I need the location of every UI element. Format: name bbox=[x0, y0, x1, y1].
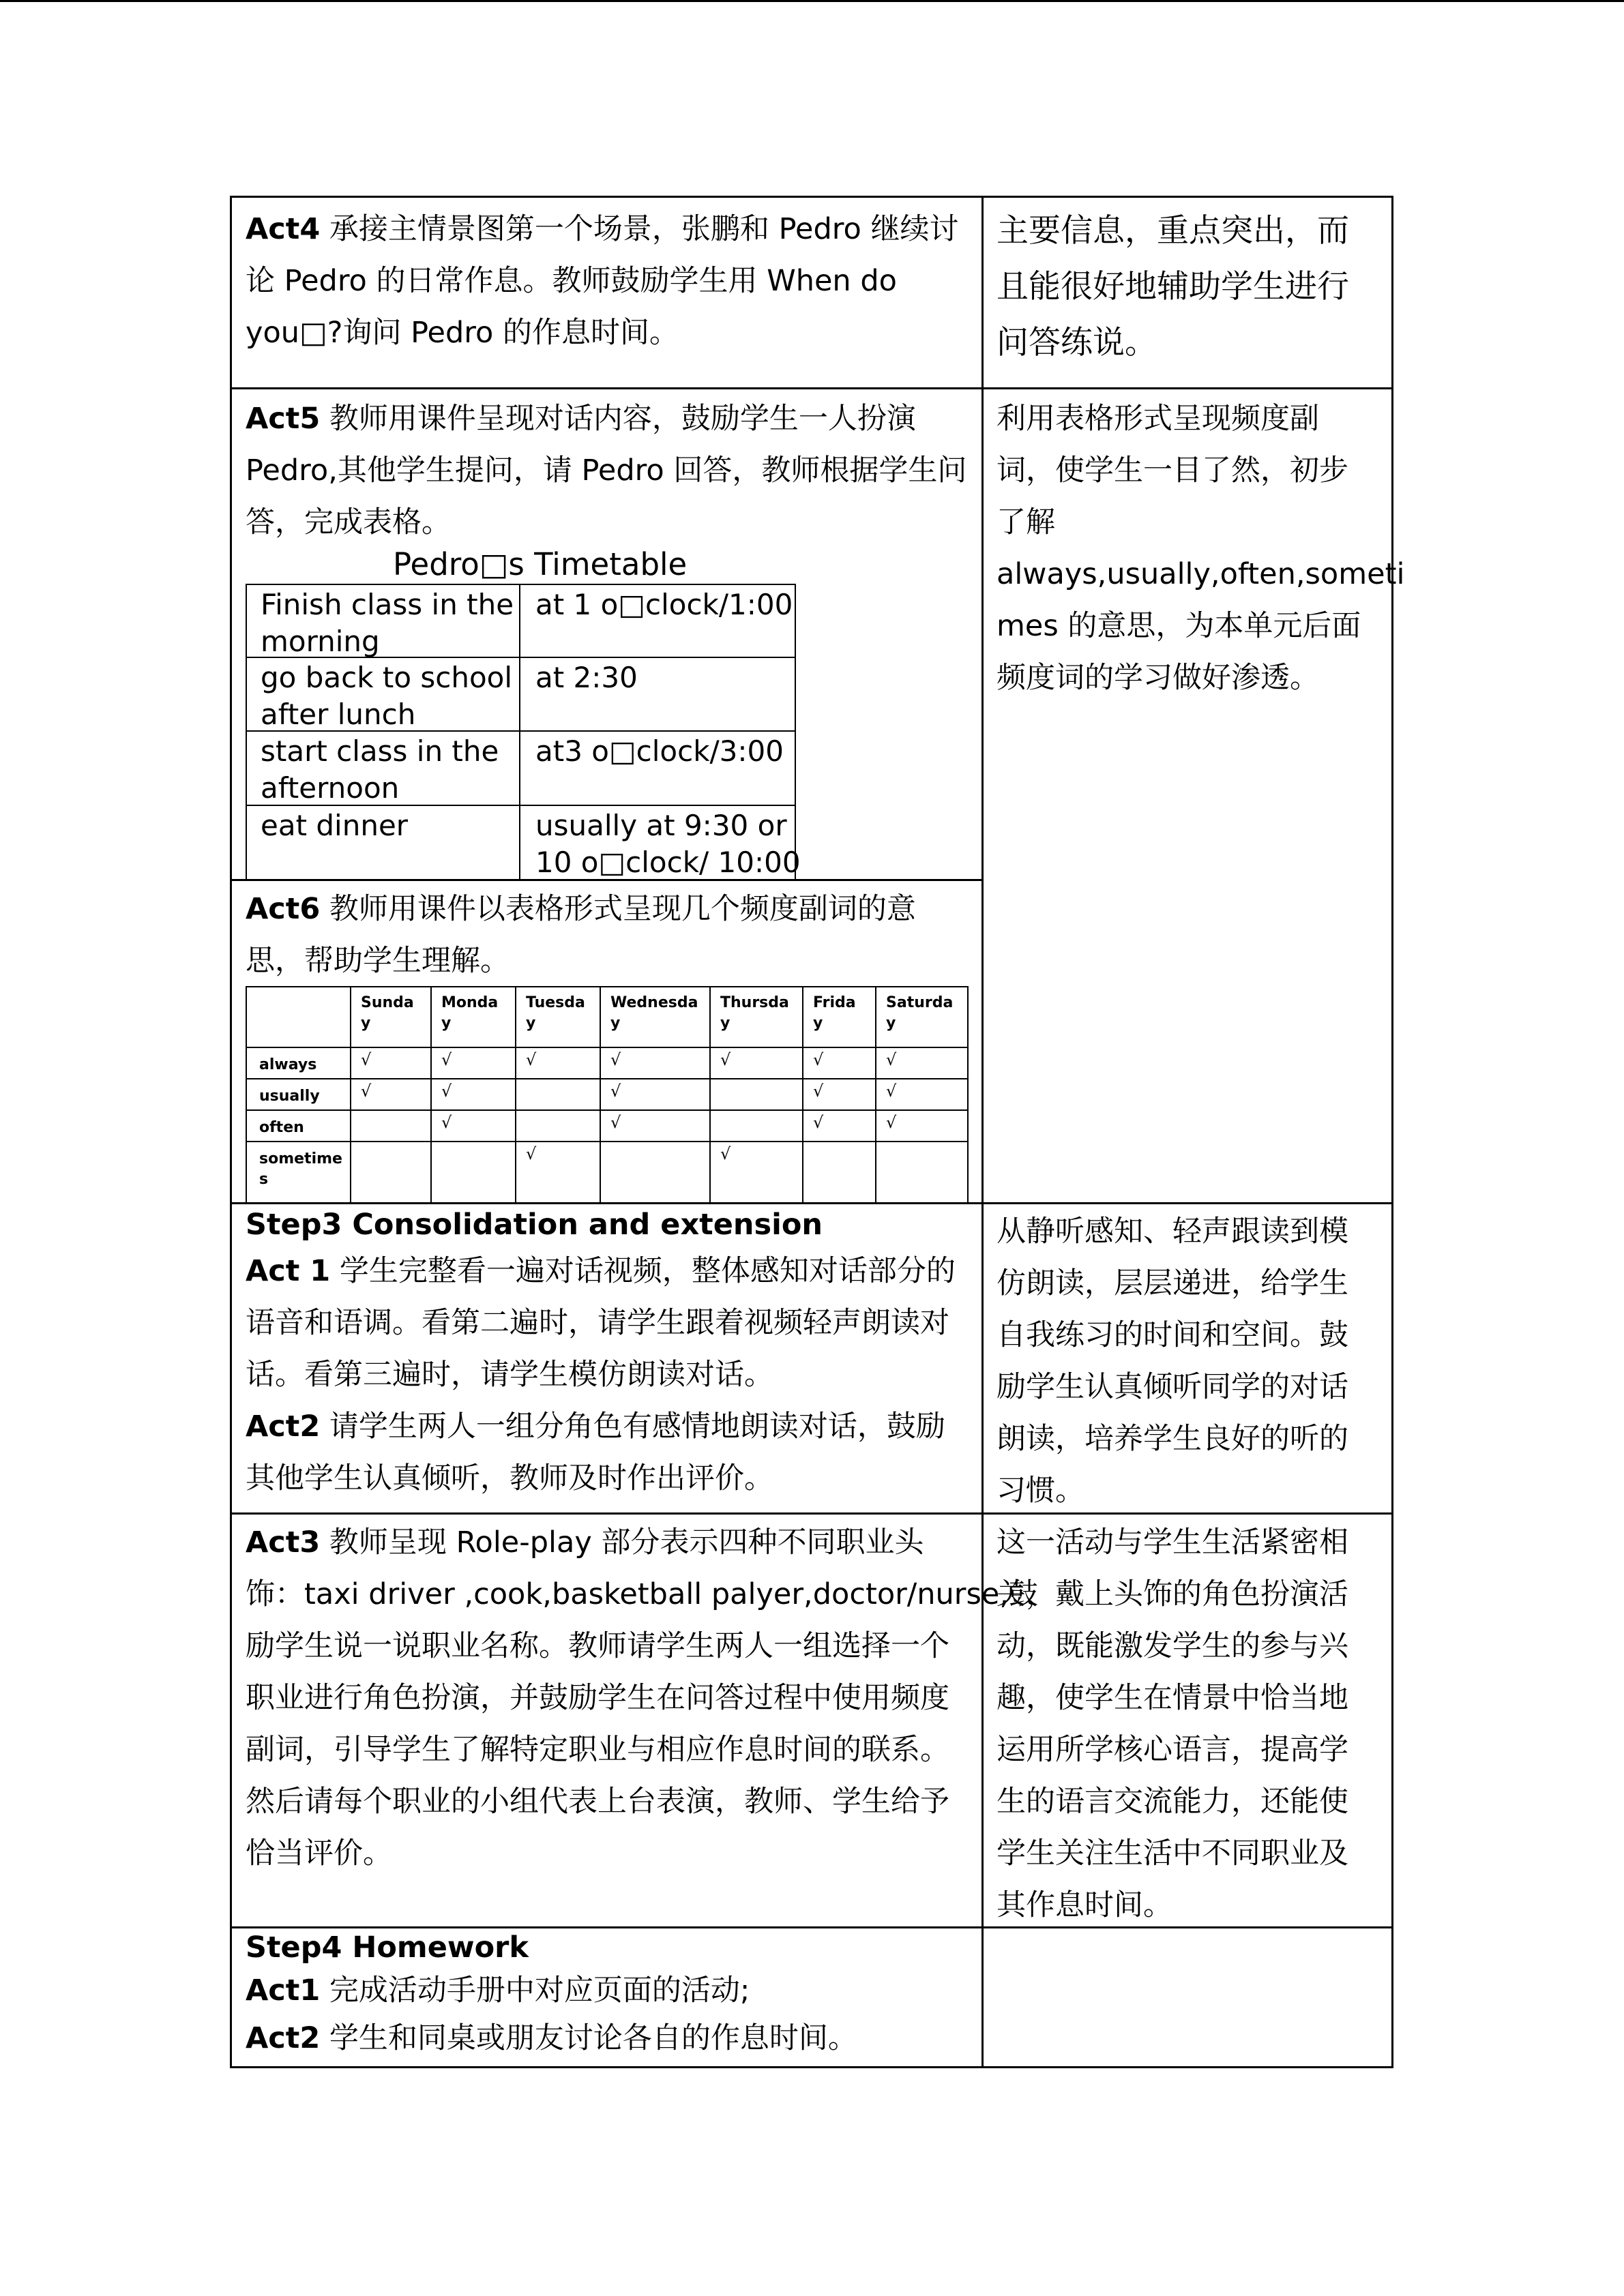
step4-act2-label: Act2 bbox=[246, 2021, 321, 2055]
act5-note bbox=[996, 393, 1404, 704]
act3-note-cell bbox=[996, 1517, 1348, 1931]
frequency-row-label: always bbox=[259, 1056, 317, 1073]
frequency-table-border bbox=[350, 986, 351, 1202]
note-line: 动，既能激发学生的参与兴 bbox=[996, 1629, 1348, 1663]
frequency-table-border bbox=[967, 986, 969, 1202]
step4-cell bbox=[246, 1928, 857, 2062]
frequency-table-border bbox=[430, 986, 432, 1202]
act3-line: 然后请每个职业的小组代表上台表演，教师、学生给予 bbox=[246, 1785, 949, 1819]
frequency-table-border bbox=[246, 1109, 969, 1111]
frequency-table-border bbox=[246, 986, 969, 987]
act6-text bbox=[246, 883, 916, 987]
act3-line: 恰当评价。 bbox=[246, 1836, 392, 1870]
act5-note-cell bbox=[996, 393, 1404, 704]
note-line: 了解 bbox=[996, 505, 1055, 539]
step3-act2-label: Act2 bbox=[246, 1410, 321, 1444]
step3-note bbox=[996, 1206, 1348, 1517]
note-line: 且能很好地辅助学生进行 bbox=[996, 268, 1349, 305]
check-mark: √ bbox=[610, 1050, 621, 1069]
timetable-activity: start class in the afternoon bbox=[261, 734, 499, 805]
note-line: 从静听感知、轻声跟读到模 bbox=[996, 1214, 1348, 1249]
timetable-border bbox=[246, 584, 796, 585]
table-left-border bbox=[230, 196, 232, 2068]
note-line: 励学生认真倾听同学的对话 bbox=[996, 1370, 1348, 1404]
note-line: mes 的意思，为本单元后面 bbox=[996, 609, 1361, 643]
act5-text bbox=[246, 393, 966, 548]
step4-act1-label: Act1 bbox=[246, 1973, 321, 2008]
act5-label: Act5 bbox=[246, 402, 321, 436]
note-line: 关，戴上头饰的角色扮演活 bbox=[996, 1577, 1348, 1611]
step3-line: 话。看第三遍时，请学生模仿朗读对话。 bbox=[246, 1358, 773, 1392]
timetable-activity: eat dinner bbox=[261, 809, 409, 842]
note-line: 运用所学核心语言，提高学 bbox=[996, 1733, 1348, 1767]
act4-line: 论 Pedro 的日常作息。教师鼓励学生用 When do bbox=[246, 264, 897, 298]
note-line: 朗读，培养学生良好的听的 bbox=[996, 1422, 1348, 1456]
note-line: 学生关注生活中不同职业及 bbox=[996, 1836, 1348, 1870]
check-mark: √ bbox=[720, 1144, 731, 1163]
note-line: 仿朗读，层层递进，给学生 bbox=[996, 1266, 1348, 1300]
frequency-table-border bbox=[246, 1078, 969, 1079]
act4-label: Act4 bbox=[246, 212, 321, 246]
step3-note-cell bbox=[996, 1206, 1348, 1517]
act5-line: 教师用课件呈现对话内容，鼓励学生一人扮演 bbox=[320, 402, 916, 436]
frequency-table-border bbox=[246, 1047, 969, 1048]
note-line: 这一活动与学生生活紧密相 bbox=[996, 1525, 1348, 1560]
frequency-table-border bbox=[246, 986, 247, 1202]
step3-line: 学生完整看一遍对话视频，整体感知对话部分的 bbox=[330, 1254, 956, 1288]
frequency-table-border bbox=[246, 1202, 969, 1204]
frequency-row-label: often bbox=[259, 1119, 304, 1136]
step3-cell bbox=[246, 1204, 956, 1504]
check-mark: √ bbox=[361, 1050, 372, 1069]
step4-act1-text: 完成活动手册中对应页面的活动; bbox=[320, 1973, 750, 2008]
act3-line: 饰：taxi driver ,cook,basketball palyer,doctor/nurse,鼓 bbox=[246, 1577, 1039, 1611]
act5-cell bbox=[246, 393, 966, 548]
frequency-table-border bbox=[515, 986, 516, 1202]
step4-act2-text: 学生和同桌或朋友讨论各自的作息时间。 bbox=[320, 2021, 857, 2055]
note-line: 其作息时间。 bbox=[996, 1888, 1172, 1922]
frequency-day-header: Saturda y bbox=[886, 994, 954, 1032]
frequency-day-header: Frida y bbox=[813, 994, 856, 1032]
note-line: 词，使学生一目了然，初步 bbox=[996, 453, 1348, 488]
note-line: 趣，使学生在情景中恰当地 bbox=[996, 1681, 1348, 1715]
act4-note bbox=[996, 203, 1349, 371]
act6-label: Act6 bbox=[246, 892, 321, 926]
act4-cell bbox=[246, 203, 958, 359]
check-mark: √ bbox=[813, 1082, 824, 1101]
frequency-day-header: Tuesda y bbox=[526, 994, 585, 1032]
table-bottom-border bbox=[230, 2066, 1393, 2068]
act3-cell bbox=[246, 1517, 1038, 1879]
act3-note bbox=[996, 1517, 1348, 1931]
timetable-activity: Finish class in the morning bbox=[261, 588, 514, 658]
act5-line: Pedro,其他学生提问，请 Pedro 回答，教师根据学生问 bbox=[246, 453, 967, 488]
note-line: 生的语言交流能力，还能使 bbox=[996, 1785, 1348, 1819]
frequency-day-header: Monda y bbox=[441, 994, 499, 1032]
step4-title: Step4 Homework bbox=[246, 1930, 529, 1965]
frequency-table-border bbox=[600, 986, 601, 1202]
note-line: 主要信息，重点突出，而 bbox=[996, 212, 1349, 250]
check-mark: √ bbox=[720, 1050, 731, 1069]
frequency-table-border bbox=[875, 986, 876, 1202]
step3-title: Step3 Consolidation and extension bbox=[246, 1208, 823, 1242]
check-mark: √ bbox=[441, 1113, 452, 1132]
step3-act1 bbox=[246, 1245, 956, 1504]
act3-label: Act3 bbox=[246, 1525, 321, 1560]
frequency-day-header: Sunda y bbox=[361, 994, 414, 1032]
table-top-border bbox=[230, 196, 1393, 198]
act4-line: 承接主情景图第一个场景，张鹏和 Pedro 继续讨 bbox=[320, 212, 959, 246]
frequency-row-label: sometime s bbox=[259, 1150, 342, 1188]
frequency-table-border bbox=[246, 1141, 969, 1142]
step3-line: 其他学生认真倾听，教师及时作出评价。 bbox=[246, 1461, 773, 1495]
act3-line: 励学生说一说职业名称。教师请学生两人一组选择一个 bbox=[246, 1629, 949, 1663]
check-mark: √ bbox=[526, 1144, 537, 1163]
note-line: 利用表格形式呈现频度副 bbox=[996, 402, 1319, 436]
check-mark: √ bbox=[526, 1050, 537, 1069]
act6-line: 思，帮助学生理解。 bbox=[246, 944, 510, 978]
step4-acts bbox=[246, 1967, 857, 2062]
note-line: 问答练说。 bbox=[996, 324, 1157, 361]
act3-text bbox=[246, 1517, 1038, 1879]
check-mark: √ bbox=[610, 1113, 621, 1132]
timetable-border bbox=[246, 584, 247, 879]
note-line: always,usually,often,someti bbox=[996, 557, 1405, 591]
timetable-border bbox=[519, 584, 520, 879]
act4-note-cell bbox=[996, 203, 1349, 371]
timetable-time: at 1 o□clock/1:00 bbox=[535, 588, 793, 621]
check-mark: √ bbox=[886, 1113, 897, 1132]
note-line: 自我练习的时间和空间。鼓 bbox=[996, 1318, 1348, 1352]
check-mark: √ bbox=[441, 1050, 452, 1069]
check-mark: √ bbox=[361, 1082, 372, 1101]
step3-line: 语音和语调。看第二遍时，请学生跟着视频轻声朗读对 bbox=[246, 1306, 949, 1340]
act3-line: 副词，引导学生了解特定职业与相应作息时间的联系。 bbox=[246, 1733, 949, 1767]
frequency-table-border bbox=[802, 986, 803, 1202]
frequency-day-header: Wednesda y bbox=[610, 994, 698, 1032]
timetable-time: at 2:30 bbox=[535, 661, 638, 694]
note-line: 习惯。 bbox=[996, 1474, 1084, 1508]
timetable-activity: go back to school after lunch bbox=[261, 661, 513, 731]
act3-line: 教师呈现 Role-play 部分表示四种不同职业头 bbox=[320, 1525, 924, 1560]
check-mark: √ bbox=[813, 1050, 824, 1069]
check-mark: √ bbox=[441, 1082, 452, 1101]
frequency-row-label: usually bbox=[259, 1088, 320, 1105]
step3-line: 请学生两人一组分角色有感情地朗读对话，鼓励 bbox=[320, 1410, 945, 1444]
row-divider bbox=[230, 387, 1393, 389]
timetable-time: at3 o□clock/3:00 bbox=[535, 734, 784, 768]
check-mark: √ bbox=[886, 1082, 897, 1101]
frequency-day-header: Thursda y bbox=[720, 994, 789, 1032]
timetable-title: Pedro□s Timetable bbox=[393, 546, 688, 582]
act4-text bbox=[246, 203, 958, 359]
act5-line: 答，完成表格。 bbox=[246, 505, 451, 539]
check-mark: √ bbox=[610, 1082, 621, 1101]
act4-line: you□?询问 Pedro 的作息时间。 bbox=[246, 316, 679, 350]
step3-act1-label: Act 1 bbox=[246, 1254, 331, 1288]
note-line: 频度词的学习做好渗透。 bbox=[996, 661, 1319, 695]
check-mark: √ bbox=[886, 1050, 897, 1069]
check-mark: √ bbox=[813, 1113, 824, 1132]
timetable-time: usually at 9:30 or 10 o□clock/ 10:00 bbox=[535, 809, 801, 879]
frequency-table-border bbox=[709, 986, 711, 1202]
act3-line: 职业进行角色扮演，并鼓励学生在问答过程中使用频度 bbox=[246, 1681, 949, 1715]
act6-line: 教师用课件以表格形式呈现几个频度副词的意 bbox=[320, 892, 916, 926]
act6-cell bbox=[246, 883, 916, 987]
